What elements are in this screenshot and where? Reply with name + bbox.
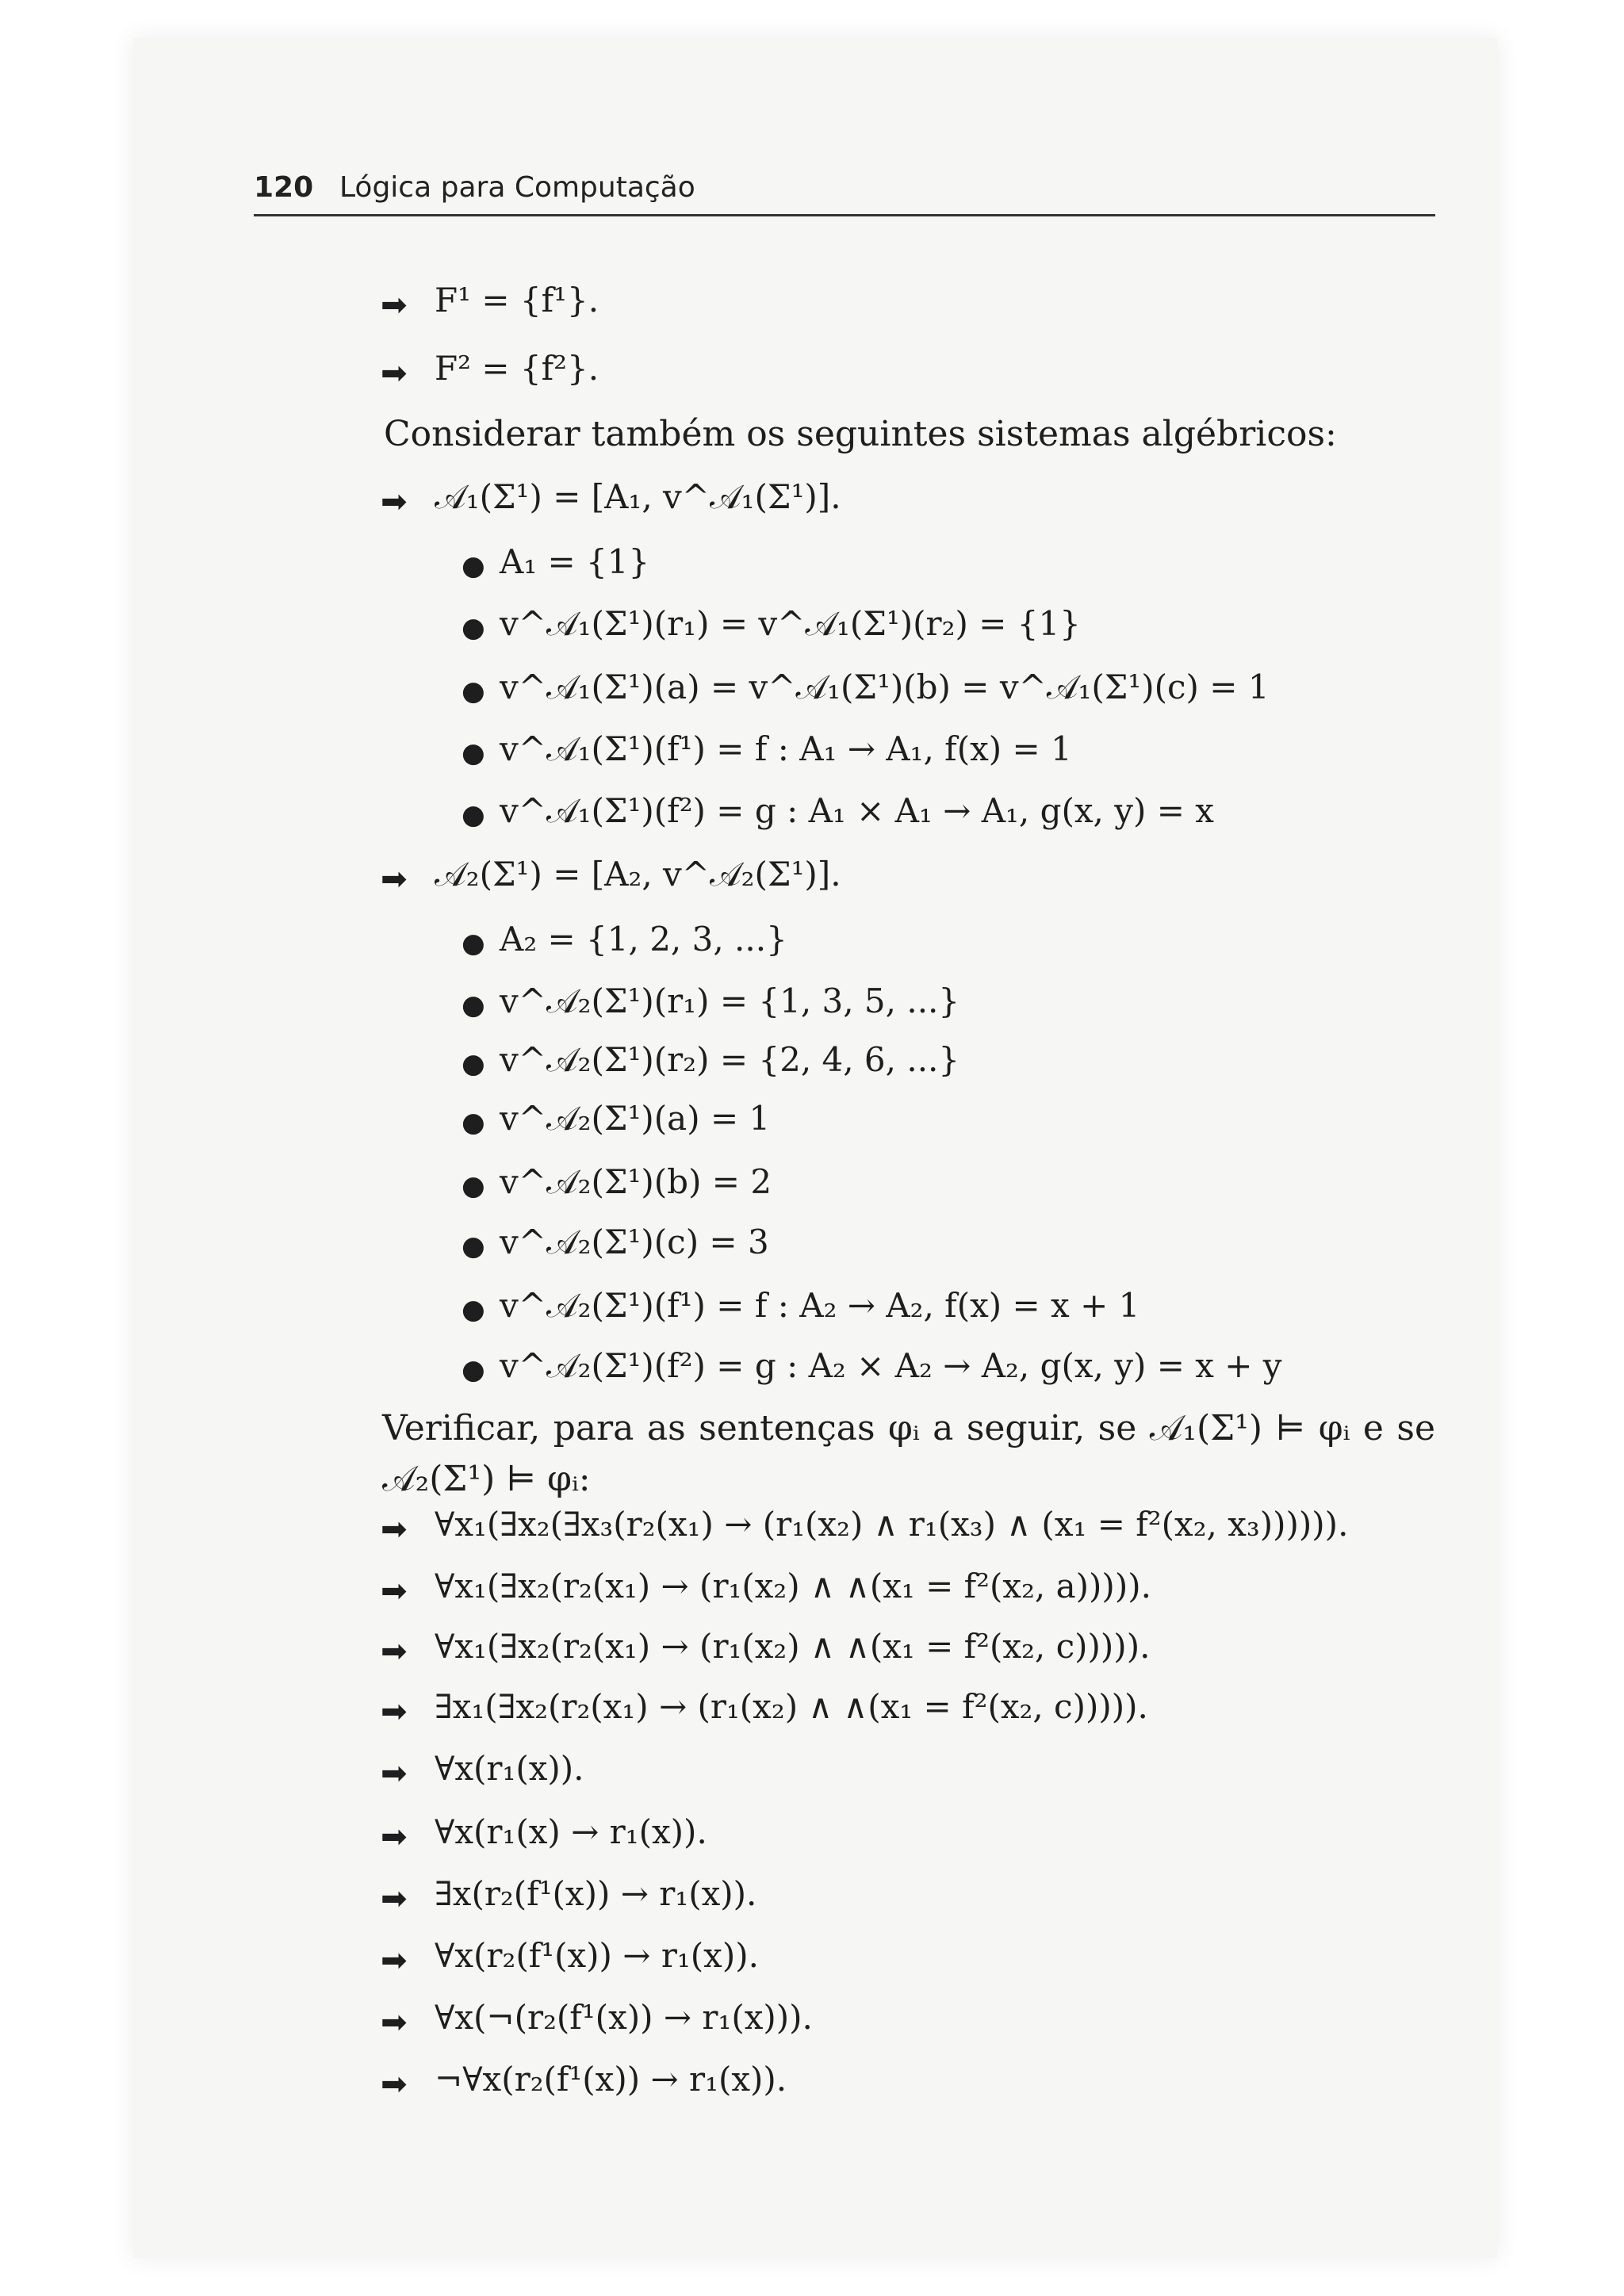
intro-item: F² = {f²}.: [435, 349, 599, 388]
system2-item: A₂ = {1, 2, 3, ...}: [500, 920, 787, 959]
page-number: 120: [254, 171, 314, 204]
arrow-icon: ➡: [381, 1633, 408, 1670]
arrow-icon: ➡: [381, 1942, 408, 1979]
system1-item: A₁ = {1}: [500, 542, 650, 581]
bullet-icon: ●: [462, 989, 485, 1021]
system1-item: v^𝒜₁(Σ¹)(a) = v^𝒜₁(Σ¹)(b) = v^𝒜₁(Σ¹)(c) = 1: [500, 668, 1270, 706]
sentence: ∃x₁(∃x₂(r₂(x₁) → (r₁(x₂) ∧ ∧(x₁ = f²(x₂, c))))).: [435, 1687, 1148, 1726]
sentence: ¬∀x(r₂(f¹(x)) → r₁(x)).: [435, 2060, 787, 2099]
sentence: ∀x₁(∃x₂(r₂(x₁) → (r₁(x₂) ∧ ∧(x₁ = f²(x₂, a))))).: [435, 1567, 1151, 1605]
bullet-icon: ●: [462, 675, 485, 707]
system2-item: v^𝒜₂(Σ¹)(a) = 1: [500, 1099, 771, 1138]
arrow-icon: ➡: [381, 861, 408, 897]
sentence: ∀x₁(∃x₂(r₂(x₁) → (r₁(x₂) ∧ ∧(x₁ = f²(x₂, c))))).: [435, 1627, 1151, 1666]
arrow-icon: ➡: [381, 1755, 408, 1792]
bullet-icon: ●: [462, 550, 485, 582]
system1-item: v^𝒜₁(Σ¹)(f¹) = f : A₁ → A₁, f(x) = 1: [500, 729, 1072, 768]
arrow-icon: ➡: [381, 2066, 408, 2103]
bullet-icon: ●: [462, 1230, 485, 1262]
system2-item: v^𝒜₂(Σ¹)(f¹) = f : A₂ → A₂, f(x) = x + 1: [500, 1286, 1140, 1325]
arrow-icon: ➡: [381, 1693, 408, 1730]
sentence: ∀x(r₁(x) → r₁(x)).: [435, 1812, 707, 1851]
bullet-icon: ●: [462, 1294, 485, 1326]
sentence: ∃x(r₂(f¹(x)) → r₁(x)).: [435, 1874, 757, 1913]
paragraph: Considerar também os seguintes sistemas algébricos:: [384, 414, 1337, 454]
arrow-icon: ➡: [381, 2004, 408, 2041]
arrow-icon: ➡: [381, 287, 408, 323]
bullet-icon: ●: [462, 1107, 485, 1138]
sentence: ∀x(¬(r₂(f¹(x)) → r₁(x))).: [435, 1998, 813, 2037]
verify-paragraph: Verificar, para as sentenças φᵢ a seguir, se 𝒜₁(Σ¹) ⊨ φᵢ e se 𝒜₂(Σ¹) ⊨ φᵢ:: [382, 1408, 1435, 1499]
system1-item: v^𝒜₁(Σ¹)(f²) = g : A₁ × A₁ → A₁, g(x, y) = x: [500, 791, 1214, 830]
intro-item: F¹ = {f¹}.: [435, 281, 599, 320]
system2-item: v^𝒜₂(Σ¹)(c) = 3: [500, 1223, 769, 1261]
running-title: Lógica para Computação: [339, 171, 695, 204]
bullet-icon: ●: [462, 1170, 485, 1202]
arrow-icon: ➡: [381, 1881, 408, 1917]
arrow-icon: ➡: [381, 1573, 408, 1609]
system2-title: 𝒜₂(Σ¹) = [A₂, v^𝒜₂(Σ¹)].: [435, 855, 841, 894]
arrow-icon: ➡: [381, 1511, 408, 1548]
arrow-icon: ➡: [381, 484, 408, 520]
sentence: ∀x(r₂(f¹(x)) → r₁(x)).: [435, 1936, 759, 1975]
system1-item: v^𝒜₁(Σ¹)(r₁) = v^𝒜₁(Σ¹)(r₂) = {1}: [500, 604, 1081, 643]
book-page: [133, 38, 1497, 2258]
bullet-icon: ●: [462, 1048, 485, 1080]
bullet-icon: ●: [462, 612, 485, 644]
bullet-icon: ●: [462, 928, 485, 959]
arrow-icon: ➡: [381, 1819, 408, 1855]
system2-item: v^𝒜₂(Σ¹)(r₂) = {2, 4, 6, ...}: [500, 1040, 960, 1079]
system2-item: v^𝒜₂(Σ¹)(b) = 2: [500, 1162, 772, 1201]
system1-title: 𝒜₁(Σ¹) = [A₁, v^𝒜₁(Σ¹)].: [435, 477, 841, 516]
arrow-icon: ➡: [381, 355, 408, 392]
sentence: ∀x₁(∃x₂(∃x₃(r₂(x₁) → (r₁(x₂) ∧ r₁(x₃) ∧ (x₁ = f²(x₂, x₃)))))).: [435, 1505, 1349, 1544]
system2-item: v^𝒜₂(Σ¹)(f²) = g : A₂ × A₂ → A₂, g(x, y) = x + y: [500, 1346, 1282, 1385]
bullet-icon: ●: [462, 1354, 485, 1386]
page-header: [254, 166, 1435, 216]
sentence: ∀x(r₁(x)).: [435, 1749, 584, 1788]
system2-item: v^𝒜₂(Σ¹)(r₁) = {1, 3, 5, ...}: [500, 982, 960, 1020]
bullet-icon: ●: [462, 799, 485, 831]
bullet-icon: ●: [462, 737, 485, 769]
